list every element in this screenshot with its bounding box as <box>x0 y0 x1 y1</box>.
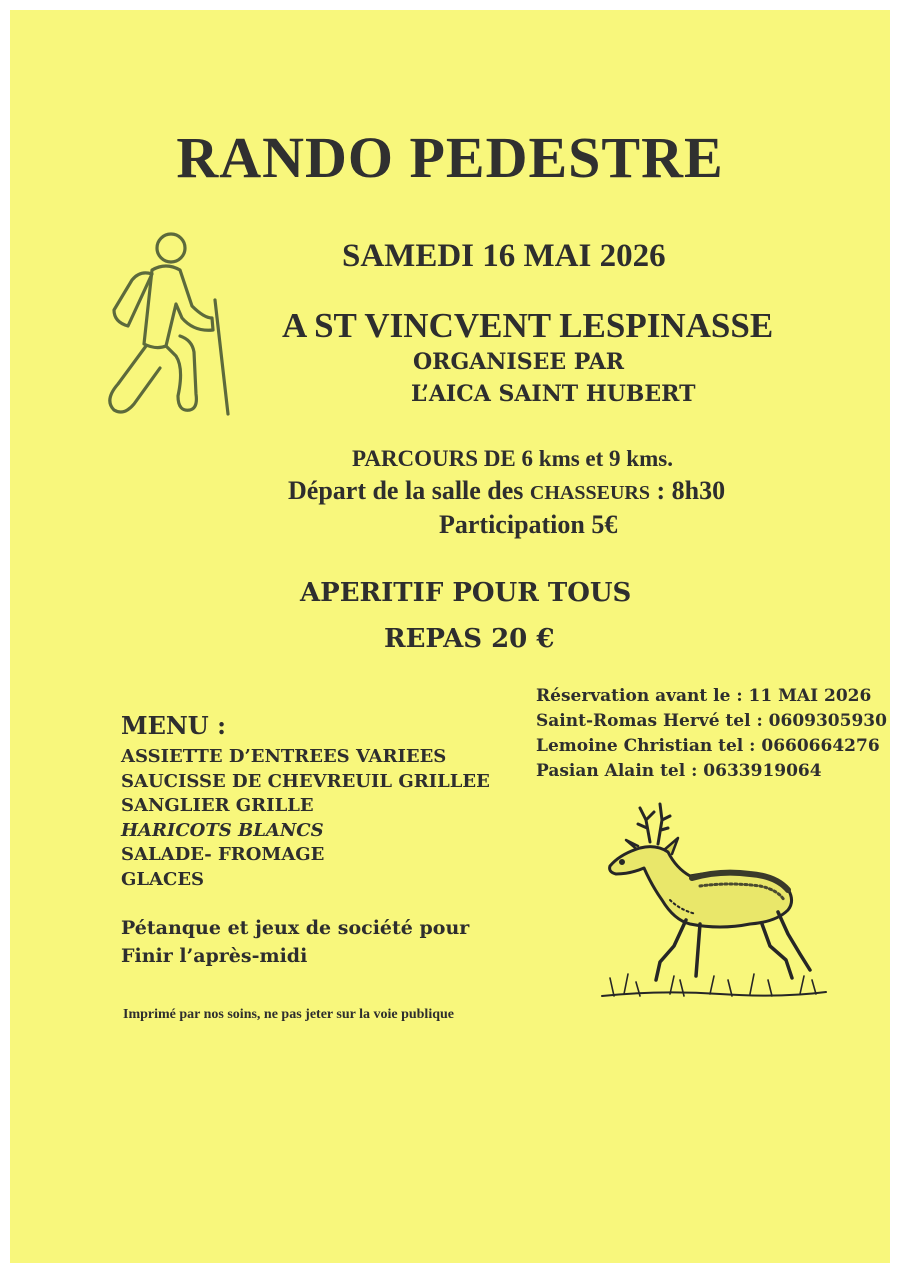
activities-block <box>121 914 469 970</box>
organizer-line-1: ORGANISEE PAR <box>413 349 625 375</box>
meal-price: REPAS 20 € <box>384 624 555 654</box>
participation-fee: Participation 5€ <box>439 510 618 539</box>
activities-line: Pétanque et jeux de société pour <box>121 917 470 939</box>
organizer-line-2: L’AICA SAINT HUBERT <box>411 381 696 407</box>
hiker-icon <box>94 222 244 422</box>
deer-icon <box>600 790 830 1005</box>
page-title: RANDO PEDESTRE <box>176 125 724 190</box>
menu-item: ASSIETTE D’ENTREES VARIEES <box>121 746 447 767</box>
departure-time: : 8h30 <box>649 476 726 505</box>
reservation-deadline: Réservation avant le : 11 MAI 2026 <box>536 686 872 706</box>
menu-item: SALADE- FROMAGE <box>121 844 325 866</box>
event-date: SAMEDI 16 MAI 2026 <box>342 238 666 274</box>
contact-line: Saint-Romas Hervé tel : 0609305930 <box>536 711 887 731</box>
aperitif-line: APERITIF POUR TOUS <box>300 578 632 608</box>
event-place: A ST VINCVENT LESPINASSE <box>282 306 774 345</box>
departure-prefix: Départ de la salle des <box>288 476 530 505</box>
departure-place: CHASSEURS <box>529 482 650 504</box>
route-distances: PARCOURS DE 6 kms et 9 kms. <box>352 446 673 471</box>
menu-item: SAUCISSE DE CHEVREUIL GRILLEE <box>121 770 490 792</box>
menu-list <box>121 745 490 893</box>
menu-title: MENU : <box>121 711 226 740</box>
reservation-block <box>536 684 887 784</box>
activities-line: Finir l’après-midi <box>121 945 308 967</box>
menu-item: HARICOTS BLANCS <box>121 819 324 841</box>
menu-item: SANGLIER GRILLE <box>121 795 314 817</box>
footer-notice: Imprimé par nos soins, ne pas jeter sur la voie publique <box>123 1007 454 1022</box>
departure-info <box>288 476 725 506</box>
contact-line: Pasian Alain tel : 0633919064 <box>536 761 822 781</box>
menu-item: GLACES <box>121 868 205 890</box>
contact-line: Lemoine Christian tel : 0660664276 <box>536 736 880 756</box>
